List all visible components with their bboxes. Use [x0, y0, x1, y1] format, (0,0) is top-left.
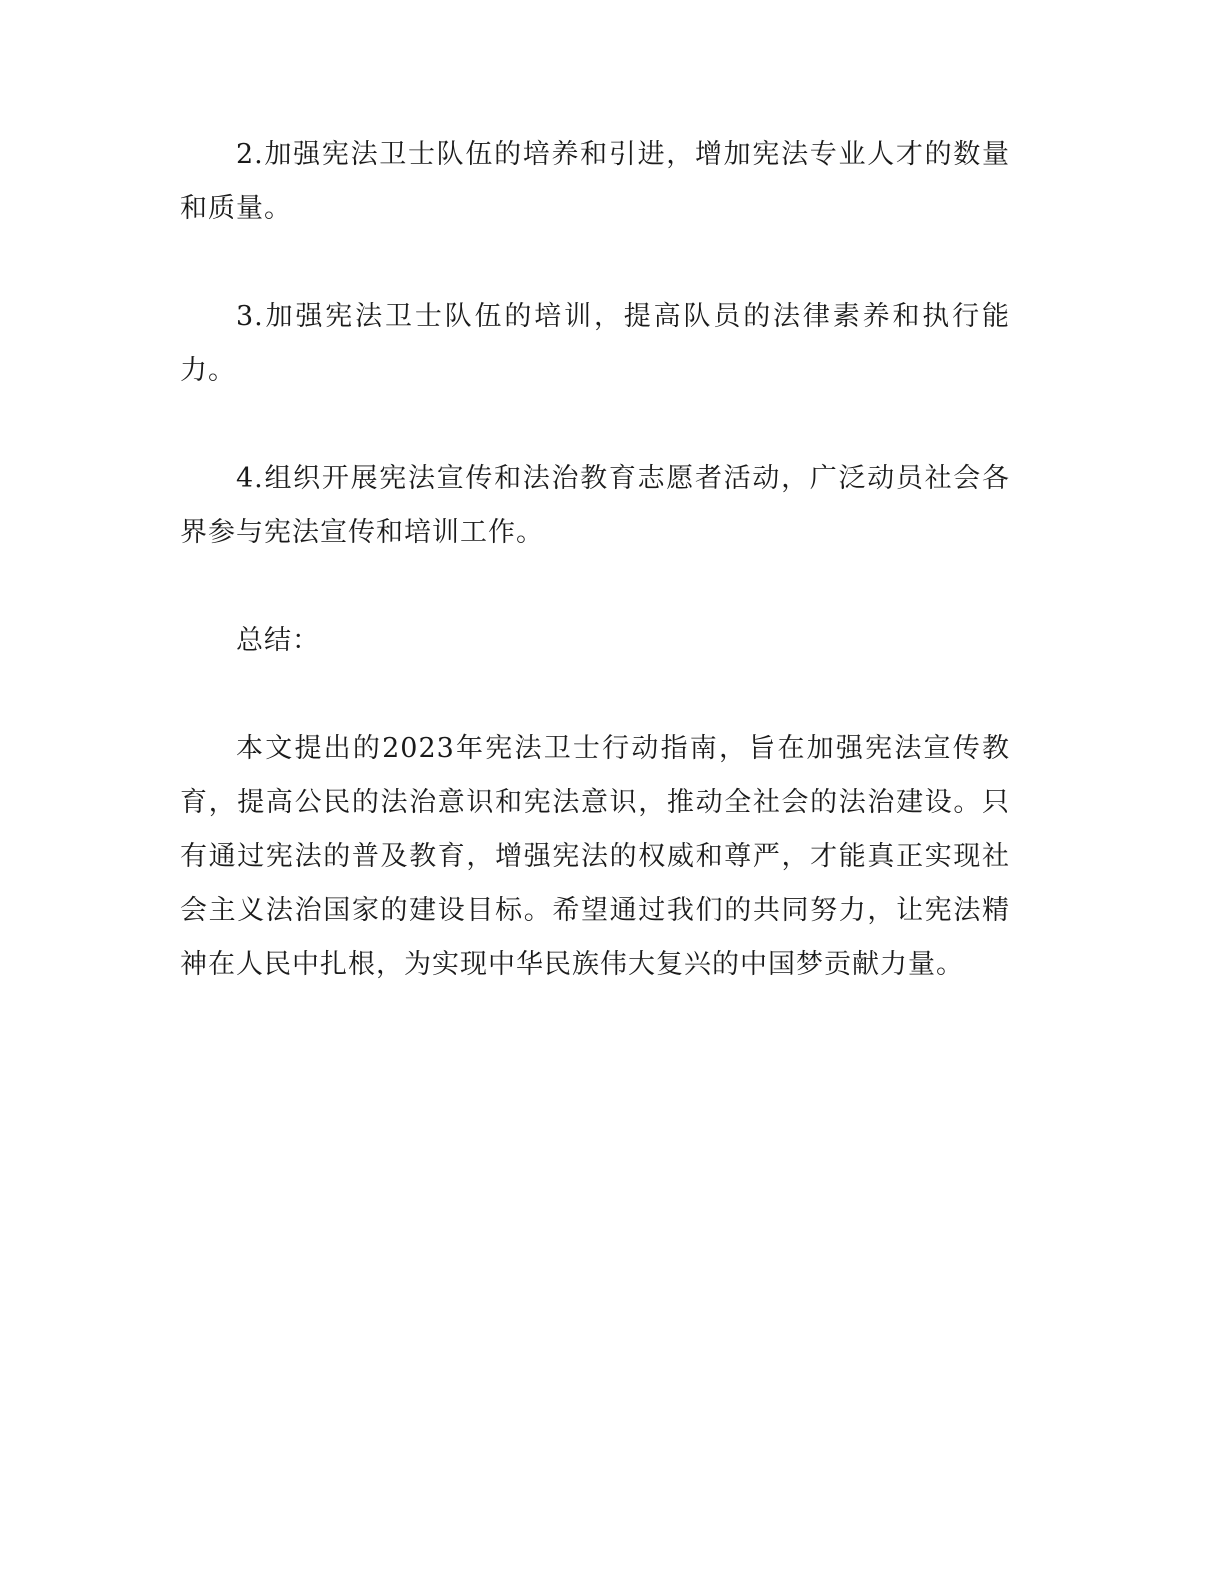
paragraph-item-4: 4.组织开展宪法宣传和法治教育志愿者活动，广泛动员社会各界参与宪法宣传和培训工作。 — [180, 463, 1010, 548]
summary-paragraph: 本文提出的2023年宪法卫士行动指南，旨在加强宪法宣传教育，提高公民的法治意识和宪法意识，推动全社会的法治建设。只有通过宪法的普及教育，增强宪法的权威和尊严，才能真正实现社会主义法治国家的建设目标。希望通过我们的共同努力，让宪法精神在人民中扎根，为实现中华民族伟大复兴的中国梦贡献力量。 — [180, 733, 1010, 980]
paragraph-item-3: 3.加强宪法卫士队伍的培训，提高队员的法律素养和执行能力。 — [180, 301, 1010, 386]
summary-heading: 总结： — [236, 625, 320, 656]
paragraph-item-2: 2.加强宪法卫士队伍的培养和引进，增加宪法专业人才的数量和质量。 — [180, 139, 1010, 224]
document-body — [180, 128, 1010, 1046]
